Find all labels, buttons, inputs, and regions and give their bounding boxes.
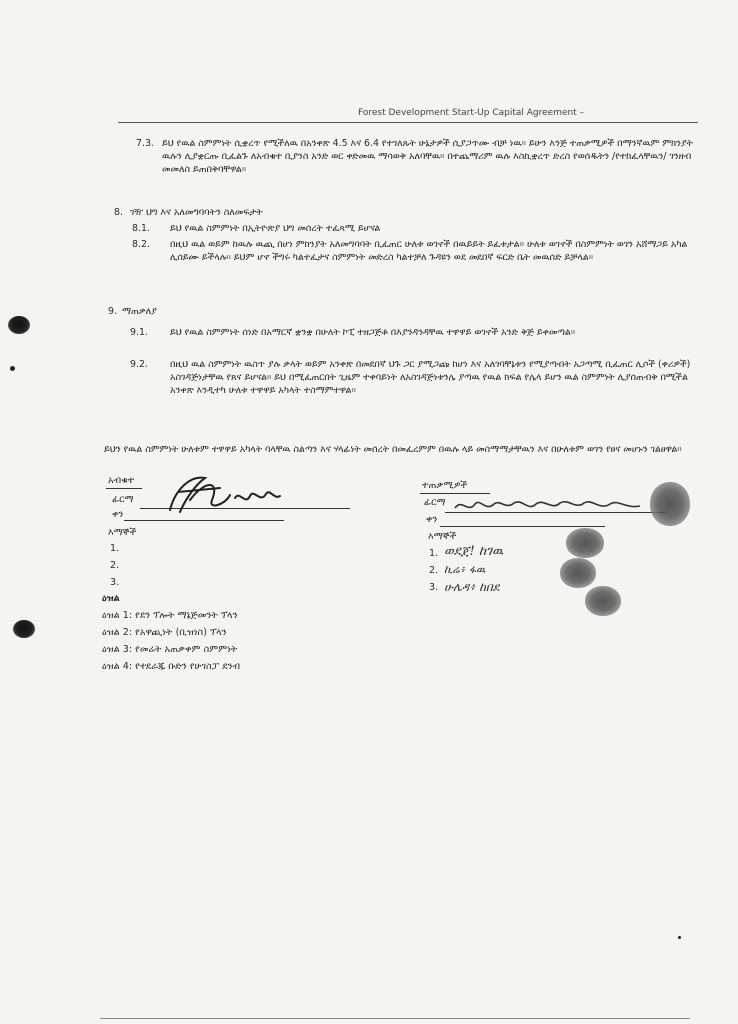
right-date-label: ቀን [426,514,438,525]
left-witness-2: 2. [110,560,120,571]
punch-hole-top [8,316,30,334]
clause-8-1-number: 8.1. [132,223,150,234]
clause-9-1-text: ይህ የዉል ስምምነት ሰነድ በአማርኛ ቋንቋ በሁለት ኮፒ ተዘጋጅቶ በእያንዳንዳቸዉ ተዋዋይ ወገኖች አንድ ቅጅ ይቀመጣል። [170,327,576,338]
speck [678,936,681,939]
section-8-number: 8. [114,207,123,218]
thumbprint-party [650,482,690,526]
annex-item-2: ዕዝል 2: የአዋጪነት (ቢዝነስ) ፕላን [102,627,227,638]
left-party-name: አብቁተ [108,475,135,486]
left-witness-3: 3. [110,577,120,588]
right-witness-2-handwriting: ኪሬ፥ ፋዉ [444,563,486,576]
annex-item-1: ዕዝል 1: የደን ፕሎት ማኔጅመንት ፕላን [102,610,238,621]
clause-8-2-text: በዚህ ዉል ወይም ከዉሉ ዉጪ በሆነ ምክንያት አለመግባባት ቢፈጠር ሁለቱ ወገኖች በዉይይት ይፈቱታል። ሁለቱ ወገኖች በስምምነት ወገን አሸማጋይ አካል ሊሰይሙ ይችላሉ። ይህም ሆኖ ችግሩ ካልተፈታና ስምምነት መድረስ ካልተቻለ ጉዳዩን ወደ መደበኛ ፍርድ ቤት መዉሰድ ይቻላል። [170,239,688,264]
left-signature-scribble [150,470,290,520]
section-8-title: ገዥ ህግ እና አለመግባባትን ስለመፍታት [130,207,263,218]
thumbprint-witness-2 [560,558,596,588]
clause-9-2-number: 9.2. [130,359,148,370]
clause-7-3-number: 7.3. [136,138,154,149]
right-witness-3-number: 3. [429,582,439,593]
right-sign-line [445,512,665,513]
left-party-underline [106,488,142,489]
clause-9-1-number: 9.1. [130,327,148,338]
header-title: Forest Development Start-Up Capital Agreement – [358,108,585,118]
section-9-number: 9. [108,306,117,317]
right-party-name: ተጠቃሚዎች [422,480,468,491]
punch-hole-bottom [13,620,35,638]
clause-7-3-text: ይህ የዉል ስምምነት ሲቋረጥ የሚችለዉ በአንቀጽ 4.5 እና 6.4 የተገለጹት ሁኔታዎች ሲያጋጥሙ ብቻ ነዉ። ይሁን እንጅ ተጠቃሚዎች በማንኛዉም ምክንያት ዉሉን ሊያቋርጡ ቢፈልጉ ለአብቁተ ቢያንስ አንድ ወር ቀድመዉ ማሳወቅ አለባቸዉ። በተጨማሪም ዉሉ እስኪቋረጥ ድረስ የወሰዱትን /የተከፈላቸዉን/ ገንዘብ መመለስ ይጠበቅባቸዋል። [162,138,693,176]
clause-8-1-text: ይህ የዉል ስምምነት በኢትዮጵያ ህግ መሰረት ተፈጻሚ ይሆናል [170,223,381,234]
thumbprint-witness-3 [585,586,621,616]
section-9-title: ማጠቃለያ [122,306,157,317]
annex-title: ዕዝል [102,593,120,604]
right-sign-label: ፊርማ [424,497,446,508]
right-witness-3-handwriting: ሁሌዳ፥ ከበደ [444,580,500,594]
right-date-line [440,526,605,527]
left-date-line [124,520,284,521]
header-rule [118,122,698,123]
right-witness-1-number: 1. [429,548,439,559]
annex-item-3: ዕዝል 3: የመሬት አጠቃቀም ስምምነት [102,644,238,655]
left-witnesses-label: እማኞች [108,527,137,538]
right-witness-2-number: 2. [429,565,439,576]
speck [10,366,15,371]
footer-rule [100,1018,690,1019]
clause-8-2-number: 8.2. [132,239,150,250]
left-sign-line [140,508,350,509]
left-witness-1: 1. [110,543,120,554]
closing-statement: ይህን የዉል ስምምነት ሁለቱም ተዋዋይ አካላት ባላቸዉ ስልጣን እና ሃላፊነት መሰረት በመፈረምም በዉሉ ላይ መስማማታቸዉን እና በሁለቱም ወገን የፀና መሆኑን ገልፀዋል። [104,444,682,455]
clause-9-2-text: በዚህ ዉል ስምምነት ዉስጥ ያሉ ቃላት ወይም አንቀጽ በመደበኛ ህጉ ጋር ያሚጋጩ ከሆነ እና አለገባቸኔቱን የሚያጣብት አጋጣሚ ቢፈጠር ሊሶች (ቀሪዎች) አስገዳጅነታቸዉ የጸና ይሆናል። ይህ በሚፈጠርበት ጊዜም ተቀባይነት ለአስገዳጅነቱንሌ ያጣዉ የዉል ክፍል የሌላ ይሆን ዉል ስምምነት ሊያሰጠብቅ በሚችል አንቀጽ እንዲተካ ሁለቱ ተዋዋይ አካላት ተስማምተዋል። [170,359,691,397]
right-witness-1-handwriting: ወደጀ! ከገዉ [444,544,504,559]
annex-item-4: ዕዝል 4: የተደራጁ ቡድን የሁገስፓ ደንብ [102,661,241,672]
left-sign-label: ፊርማ [112,494,134,505]
right-witnesses-label: እማኞች [428,531,457,542]
left-date-label: ቀን [112,509,124,520]
thumbprint-witness-1 [566,528,604,558]
